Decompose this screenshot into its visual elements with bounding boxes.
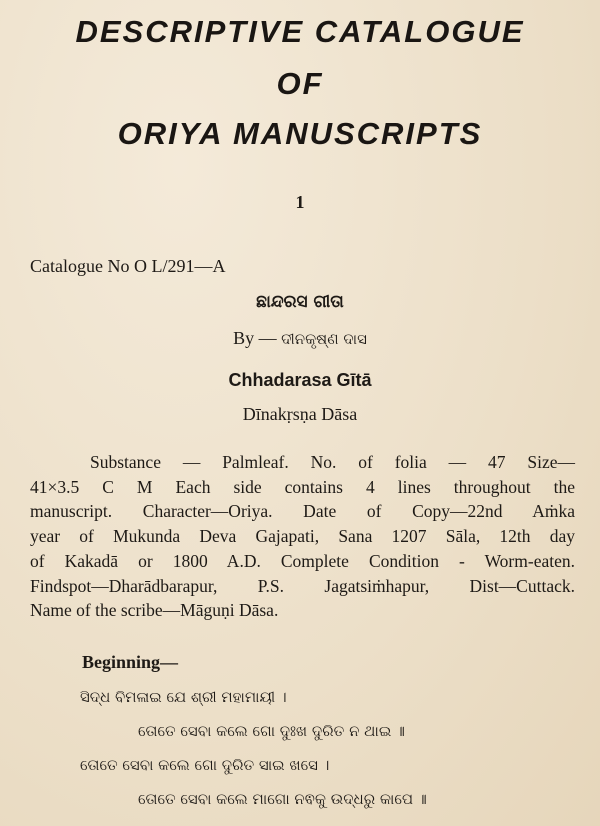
odia-title: ଛାନ୍ଦରସ ଗୀତା xyxy=(256,292,344,312)
verse-line: ତୋତେ ସେବା କଲେ ଗୋ ଦୁଃଖ ଦୁରିତ ନ ଥାଇ ॥ xyxy=(138,722,405,740)
catalogue-number: Catalogue No O L/291—A xyxy=(30,256,226,276)
english-title: Chhadarasa Gītā xyxy=(228,370,372,390)
by-label: By — xyxy=(233,328,277,348)
description-line: 41×3.5 C M Each side contains 4 lines throughout the xyxy=(30,476,575,497)
byline xyxy=(0,328,600,349)
description-line: Substance — Palmleaf. No. of folia — 47 Size— xyxy=(90,452,575,472)
description-line: manuscript. Character—Oriya. Date of Copy—22nd Aṁka xyxy=(30,501,575,522)
verse-line: ତୋତେ ସେବା କଲେ ଗୋ ଦୁରିତ ସାଇ ଖସେ । xyxy=(80,756,330,774)
description-line: year of Mukunda Deva Gajapati, Sana 1207 Sāla, 12th day xyxy=(30,526,575,547)
english-author: Dīnakṛsṇa Dāsa xyxy=(242,404,358,424)
description-line: Name of the scribe—Māguṇi Dāsa. xyxy=(30,600,279,621)
description-line: of Kakadā or 1800 A.D. Complete Condition - Worm-eaten. xyxy=(30,550,575,571)
heading-line-3: ORIYA MANUSCRIPTS xyxy=(117,116,483,151)
beginning-label: Beginning— xyxy=(82,652,179,672)
heading-line-2: OF xyxy=(276,66,324,101)
description-paragraph xyxy=(30,450,575,623)
description-line: Findspot—Dharādbarapur, P.S. Jagatsiṁhapur, Dist—Cuttack. xyxy=(30,575,575,596)
odia-author: ଦୀନକୃଷ୍ଣ ଦାସ xyxy=(281,330,367,348)
heading-line-1: DESCRIPTIVE CATALOGUE xyxy=(75,14,525,49)
page-number: 1 xyxy=(295,192,305,212)
verse-line: ତୋତେ ସେବା କଲେ ମାଗୋ ନଵକୁ ଉଦ୍ଧରୁ କାପେ ॥ xyxy=(138,790,427,808)
verse-line: ସିଦ୍ଧ ବିମଳାଇ ଯେ ଶ୍ରୀ ମହାମାୟୀ । xyxy=(80,688,287,706)
